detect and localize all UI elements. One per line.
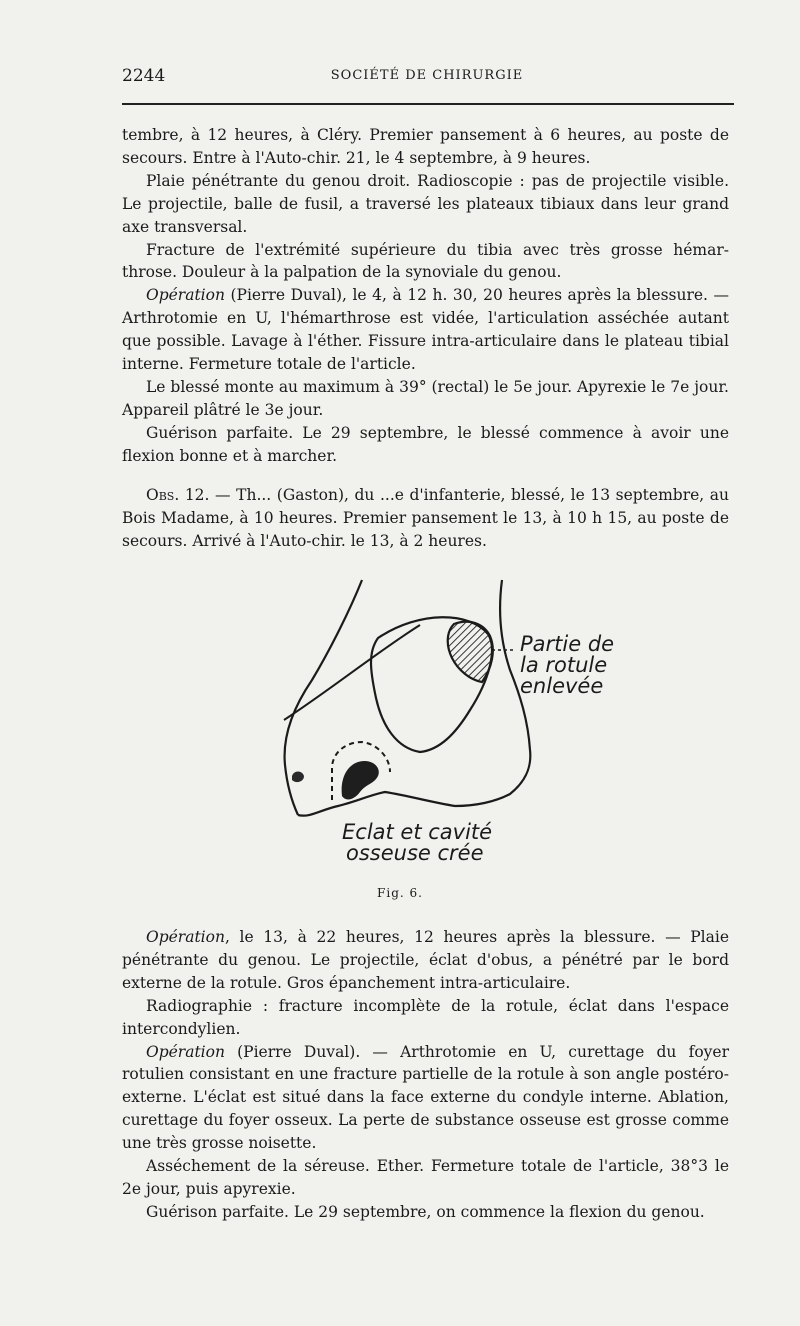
paragraph: Guérison parfaite. Le 29 septembre, on commence la flexion du genou.: [146, 1202, 705, 1221]
paragraph-text: — Th... (Gaston), du ...e d'infanterie, blessé, le 13 septembre, au Bois Madame, à 10 heures. Premier pansement le 13, à 10 h 15, au poste de secours. Arrivé à l'Auto-chir. le 13, à 2 heures.: [122, 486, 729, 550]
journal-title: SOCIÉTÉ DE CHIRURGIE: [330, 68, 524, 83]
paragraph-text: (Pierre Duval), le 4, à 12 h. 30, 20 heures après la blessure. — Arthrotomie en U, l'hémarthrose est vidée, l'articulation asséchée autant que possible. Lavage à l'éther. Fissure intra-articulaire dans le plateau tibial interne. Fermeture totale de l'article.: [122, 286, 729, 374]
paragraph: [122, 484, 729, 553]
paragraph: Asséchement de la séreuse. Ether. Fermeture totale de l'article, 38°3 le 2e jour, puis apyrexie.: [122, 1157, 729, 1198]
removed-patella-fragment: [448, 622, 493, 682]
paragraph: Fracture de l'extrémité supérieure du tibia avec très grosse hémar-throse. Douleur à la palpation de la synoviale du genou.: [122, 240, 729, 282]
operation-label: Opération: [146, 928, 225, 946]
observation-12: [122, 484, 729, 553]
small-fragment: [292, 772, 304, 783]
paragraph: Guérison parfaite. Le 29 septembre, le blessé commence à avoir une flexion bonne et à marcher.: [122, 423, 729, 465]
case-text-top: [122, 124, 729, 468]
paragraph: [122, 284, 729, 376]
paragraph: [122, 926, 729, 995]
running-head: [122, 66, 732, 90]
header-rule: [122, 103, 734, 105]
patella-label-line: la rotule: [520, 653, 608, 677]
fragment-label-line: Eclat et cavité: [342, 820, 493, 844]
fragment-label-line: osseuse crée: [346, 841, 484, 865]
case-text-bottom: [122, 926, 729, 1224]
paragraph: [122, 1041, 729, 1156]
patella-label-line: Partie de: [520, 632, 615, 656]
figure-caption: Fig. 6.: [377, 886, 423, 900]
knee-figure: [270, 570, 650, 880]
paragraph: Plaie pénétrante du genou droit. Radioscopie : pas de projectile visible. Le projectile, balle de fusil, a traversé les plateaux tibiaux dans leur grand axe transversal.: [122, 171, 729, 236]
paragraph: Le blessé monte au maximum à 39° (rectal) le 5e jour. Apyrexie le 7e jour. Appareil plâtré le 3e jour.: [122, 377, 729, 419]
patella-label-line: enlevée: [520, 674, 604, 698]
operation-label: Opération: [146, 1042, 225, 1061]
paragraph: tembre, à 12 heures, à Cléry. Premier pansement à 6 heures, au poste de secours. Entre à l'Auto-chir. 21, le 4 septembre, à 9 heures.: [122, 126, 729, 167]
diagonal-line: [284, 625, 420, 720]
fragment-label: [342, 822, 492, 864]
page-number: 2244: [122, 66, 166, 86]
patella-label: [520, 634, 614, 697]
observation-label: Obs. 12.: [146, 486, 210, 504]
operation-label: Opération: [146, 286, 225, 305]
paragraph-text: , le 13, à 22 heures, 12 heures après la blessure. — Plaie pénétrante du genou. Le projectile, éclat d'obus, a pénétré par le bord externe de la rotule. Gros épanchement intra-articulaire.: [122, 928, 729, 992]
paragraph-text: (Pierre Duval). — Arthrotomie en U, curettage du foyer rotulien consistant en une fracture partielle de la rotule à son angle postéro-externe. L'éclat est situé dans la face externe du condyle interne. Ablation, curettage du foyer osseux. La perte de substance osseuse est grosse comme une très grosse noisette.: [122, 1042, 729, 1153]
paragraph: Radiographie : fracture incomplète de la rotule, éclat dans l'espace intercondylien.: [122, 996, 729, 1038]
bone-fragment: [342, 761, 379, 800]
